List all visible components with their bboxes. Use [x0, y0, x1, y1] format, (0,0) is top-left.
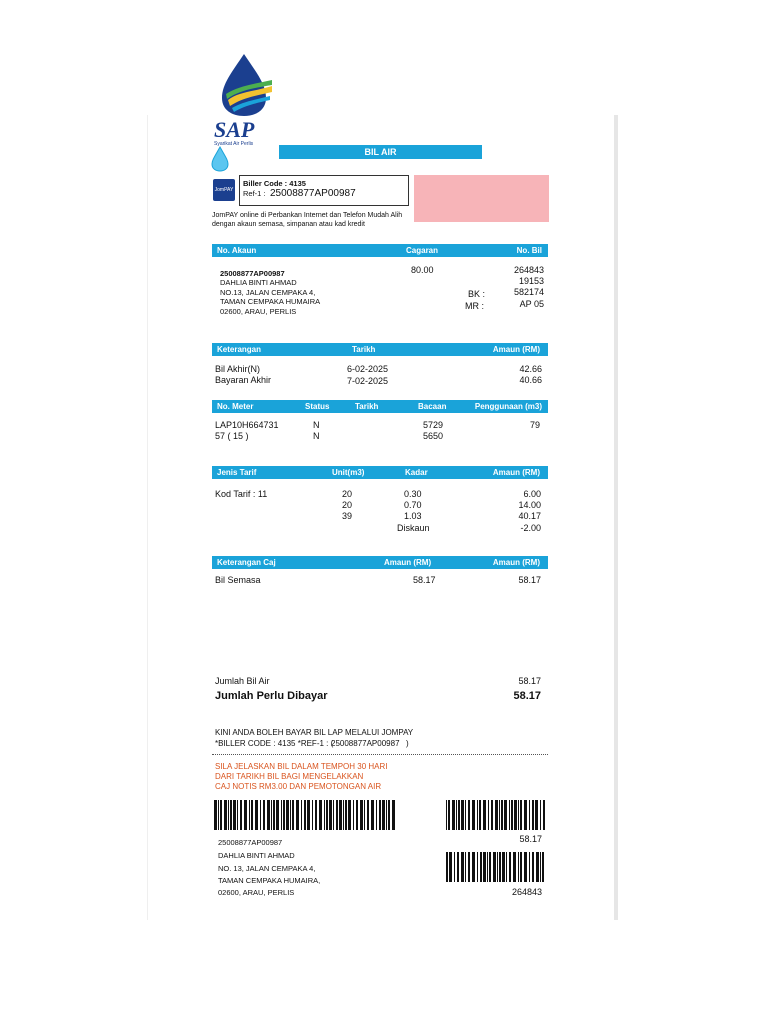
- ref-value: 25008877AP00987: [270, 188, 356, 199]
- page-left-edge: [147, 115, 148, 920]
- slip-address-3: 02600, ARAU, PERLIS: [218, 888, 295, 897]
- meter-row-1-meter: LAP10H664731: [215, 420, 279, 430]
- summary-row-2-desc: Bayaran Akhir: [215, 375, 272, 385]
- tariff-discount-amount: -2.00: [520, 523, 541, 533]
- biller-code: Biller Code : 4135: [243, 179, 306, 188]
- tariff-row-1-amount: 6.00: [523, 489, 541, 499]
- jompay-notice-line-1: KINI ANDA BOLEH BAYAR BIL LAP MELALUI JOMPAY: [215, 728, 414, 737]
- meter-row-2-meter: 57 ( 15 ): [215, 431, 249, 441]
- water-drop-icon: [210, 146, 230, 177]
- charge-row-desc: Bil Semasa: [215, 575, 261, 585]
- account-header: No. Akaun Cagaran No. Bil: [212, 244, 548, 257]
- amount-due-label: Jumlah Perlu Dibayar: [215, 690, 328, 702]
- tariff-row-2-unit: 20: [342, 500, 353, 510]
- account-number: 25008877AP00987: [220, 269, 285, 278]
- charge-row-amount-1: 58.17: [413, 575, 436, 585]
- barcode-right-bottom: [446, 852, 546, 882]
- ref-label: Ref-1 :: [243, 189, 266, 198]
- barcode-left: [214, 800, 396, 830]
- summary-row-1-desc: Bil Akhir(N): [215, 364, 261, 374]
- page-right-edge: [614, 115, 618, 920]
- pink-box: [414, 175, 549, 222]
- warning-line-3: CAJ NOTIS RM3.00 DAN PEMOTONGAN AIR: [215, 782, 382, 791]
- summary-header: Keterangan Tarikh Amaun (RM): [212, 343, 548, 356]
- charge-row-amount-2: 58.17: [518, 575, 541, 585]
- summary-row-2-amount: 40.66: [519, 375, 542, 385]
- meter-row-1-status: N: [313, 420, 320, 430]
- slip-address-2: TAMAN CEMPAKA HUMAIRA,: [218, 876, 321, 885]
- tariff-row-2-amount: 14.00: [518, 500, 541, 510]
- amount-due-value: 58.17: [513, 690, 541, 702]
- page-title: BIL AIR: [364, 147, 397, 157]
- tariff-row-3-unit: 39: [342, 511, 353, 521]
- slip-name: DAHLIA BINTI AHMAD: [218, 851, 295, 860]
- jompay-reference-box: [239, 175, 409, 206]
- address-line-3: 02600, ARAU, PERLIS: [220, 307, 297, 316]
- mr-label: MR :: [465, 301, 484, 311]
- barcode-right-top: [446, 800, 546, 830]
- total-bill-value: 58.17: [518, 676, 541, 686]
- jompay-notice-close: ): [406, 739, 409, 748]
- slip-account-number: 25008877AP00987: [218, 838, 283, 847]
- tariff-row-1-rate: 0.30: [404, 489, 422, 499]
- bk-label: BK :: [468, 289, 486, 299]
- tariff-row-3-amount: 40.17: [518, 511, 541, 521]
- tariff-code: Kod Tarif : 11: [215, 489, 268, 499]
- tariff-row-2-rate: 0.70: [404, 500, 422, 510]
- customer-name: DAHLIA BINTI AHMAD: [220, 278, 297, 287]
- summary-row-1-amount: 42.66: [519, 364, 542, 374]
- slip-bill-number: 264843: [511, 887, 542, 897]
- warning-line-1: SILA JELASKAN BIL DALAM TEMPOH 30 HARI: [215, 762, 388, 771]
- deposit-value: 80.00: [411, 265, 434, 275]
- meter-row-1-usage: 79: [529, 420, 540, 430]
- meter-row-1-reading: 5729: [423, 420, 444, 430]
- sap-logo: [214, 52, 274, 147]
- charges-header: Keterangan Caj Amaun (RM) Amaun (RM): [212, 556, 548, 569]
- bill-number: 264843: [513, 265, 544, 275]
- tariff-row-3-rate: 1.03: [404, 511, 422, 521]
- meter-header: No. Meter Status Tarikh Bacaan Penggunaan (m3): [212, 400, 548, 413]
- tariff-header: Jenis Tarif Unit(m3) Kadar Amaun (RM): [212, 466, 548, 479]
- logo-subtitle: Syarikat Air Perlis: [214, 141, 254, 147]
- slip-amount: 58.17: [519, 834, 542, 844]
- tariff-discount-label: Diskaun: [397, 523, 430, 533]
- meter-row-2-status: N: [313, 431, 320, 441]
- title-bar: [279, 145, 482, 159]
- jompay-notice-ref: 25008877AP00987: [331, 739, 400, 748]
- logo-text: SAP: [214, 117, 255, 142]
- tariff-row-1-unit: 20: [342, 489, 353, 499]
- address-line-1: NO.13, JALAN CEMPAKA 4,: [220, 288, 316, 297]
- slip-address-1: NO. 13, JALAN CEMPAKA 4,: [218, 864, 316, 873]
- bk-value: 582174: [513, 287, 544, 297]
- mr-value: AP 05: [519, 299, 544, 309]
- bill-line-2: 19153: [518, 276, 544, 286]
- summary-row-1-date: 6-02-2025: [347, 364, 389, 374]
- meter-row-2-reading: 5650: [423, 431, 444, 441]
- jompay-notice-line-2: *BILLER CODE : 4135 *REF-1 : (: [215, 739, 334, 748]
- summary-row-2-date: 7-02-2025: [347, 376, 389, 386]
- total-bill-label: Jumlah Bil Air: [215, 676, 270, 686]
- jompay-description: JomPAY online di Perbankan Internet dan Telefon Mudah Alih dengan akaun semasa, simpanan atau kad kredit: [212, 212, 403, 228]
- warning-line-2: DARI TARIKH BIL BAGI MENGELAKKAN: [215, 772, 364, 781]
- address-line-2: TAMAN CEMPAKA HUMAIRA: [220, 297, 321, 306]
- jompay-icon: JomPAY: [213, 179, 235, 201]
- dotted-divider: [212, 754, 548, 755]
